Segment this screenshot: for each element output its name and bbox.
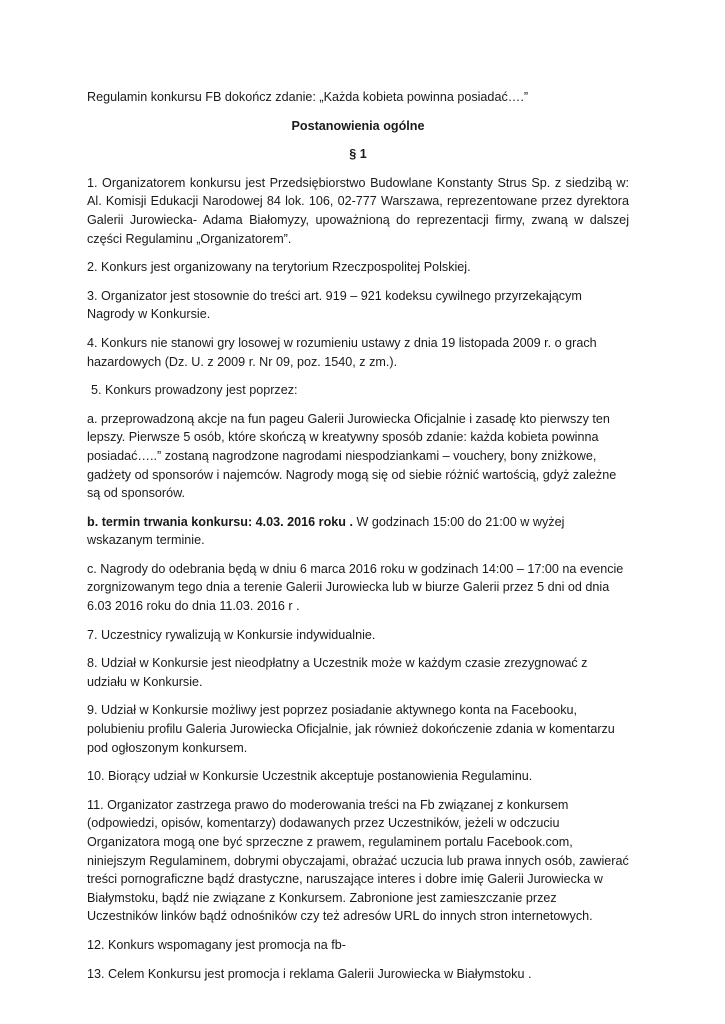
clause-12: 12. Konkurs wspomagany jest promocja na fb- (87, 937, 347, 952)
clause-8: 8. Udział w Konkursie jest nieodpłatny a Uczestnik może w każdym czasie zrezygnować z udziału w Konkursie. (87, 656, 588, 689)
clause-9: 9. Udział w Konkursie możliwy jest poprzez posiadanie aktywnego konta na Facebooku, polubieniu profilu Galeria Jurowiecka Oficjalnie, jak również dokończenie zdania w komentarzu pod ogłoszonym konkursem. (87, 703, 615, 755)
clause-1: 1. Organizatorem konkursu jest Przedsiębiorstwo Budowlane Konstanty Strus Sp. z siedzibą w: Al. Komisji Edukacji Narodowej 84 lok. 106, 02-777 Warszawa, reprezentowane przez dyrektora Galerii Jurowiecka- Adama Białomyzy, upoważnioną do reprezentacji firmy, zwaną w dalszej części Regulaminu „Organizatorem”. (87, 175, 629, 246)
section-heading: Postanowienia ogólne (291, 118, 425, 133)
clause-11: 11. Organizator zastrzega prawo do moderowania treści na Fb związanej z konkursem (odpowiedzi, opisów, komentarzy) dodawanych przez Uczestników, jeżeli w odczuciu Organizatora mogą one być sprzeczne z prawem, regulaminem portalu Facebook.com, niniejszym Regulaminem, dobrymi obyczajami, obrażać uczucia lub prawa innych osób, zawierać treści pornograficzne bądź drastyczne, naruszające interes i dobre imię Galerii Jurowiecka w Białymstoku, bądź nie związane z Konkursem. Zabronione jest zamieszczanie przez Uczestników linków bądź odnośników czy też adresów URL do innych stron internetowych. (87, 797, 629, 924)
document-title: Regulamin konkursu FB dokończ zdanie: „Każda kobieta powinna posiadać….” (87, 90, 529, 104)
clause-3: 3. Organizator jest stosownie do treści art. 919 – 921 kodeksu cywilnego przyrzekającym Nagrody w Konkursie. (87, 288, 582, 322)
clause-7: 7. Uczestnicy rywalizują w Konkursie indywidualnie. (87, 627, 376, 642)
clause-5a: a. przeprowadzoną akcje na fun pageu Galerii Jurowiecka Oficjalnie i zasadę kto pierwszy ten lepszy. Pierwsze 5 osób, które skończą w kreatywny sposób zdanie: każda kobieta powinna posiadać…..” zostaną nagrodzone nagrodami niespodziankami – vouchery, bony zniżkowe, gadżety od sponsorów i najemców. Nagrody mogą się od siebie różnić wartością, gdyż zależne są od sponsorów. (87, 411, 617, 501)
clause-4: 4. Konkurs nie stanowi gry losowej w rozumieniu ustawy z dnia 19 listopada 2009 r. o grach hazardowych (Dz. U. z 2009 r. Nr 09, poz. 1540, z zm.). (87, 335, 597, 369)
clause-5: 5. Konkurs prowadzony jest poprzez: (91, 383, 298, 398)
clause-10: 10. Biorący udział w Konkursie Uczestnik akceptuje postanowienia Regulaminu. (87, 769, 533, 784)
clause-13: 13. Celem Konkursu jest promocja i reklama Galerii Jurowiecka w Białymstoku . (87, 966, 532, 981)
clause-5b-bold: b. termin trwania konkursu: 4.03. 2016 roku . (87, 514, 353, 529)
clause-5c: c. Nagrody do odebrania będą w dniu 6 marca 2016 roku w godzinach 14:00 – 17:00 na evencie zorgnizowanym tego dnia a terenie Galerii Jurowiecka lub w biurze Galerii przez 5 dni od dnia 6.03 2016 roku do dnia 11.03. 2016 r . (87, 561, 624, 614)
clause-5b-rest: W godzinach 15:00 do 21:00 w wyżej wskazanym terminie. (87, 514, 565, 548)
clause-2: 2. Konkurs jest organizowany na terytorium Rzeczpospolitej Polskiej. (87, 260, 471, 275)
paragraph-mark: § 1 (349, 147, 367, 162)
clause-5b (87, 513, 629, 550)
